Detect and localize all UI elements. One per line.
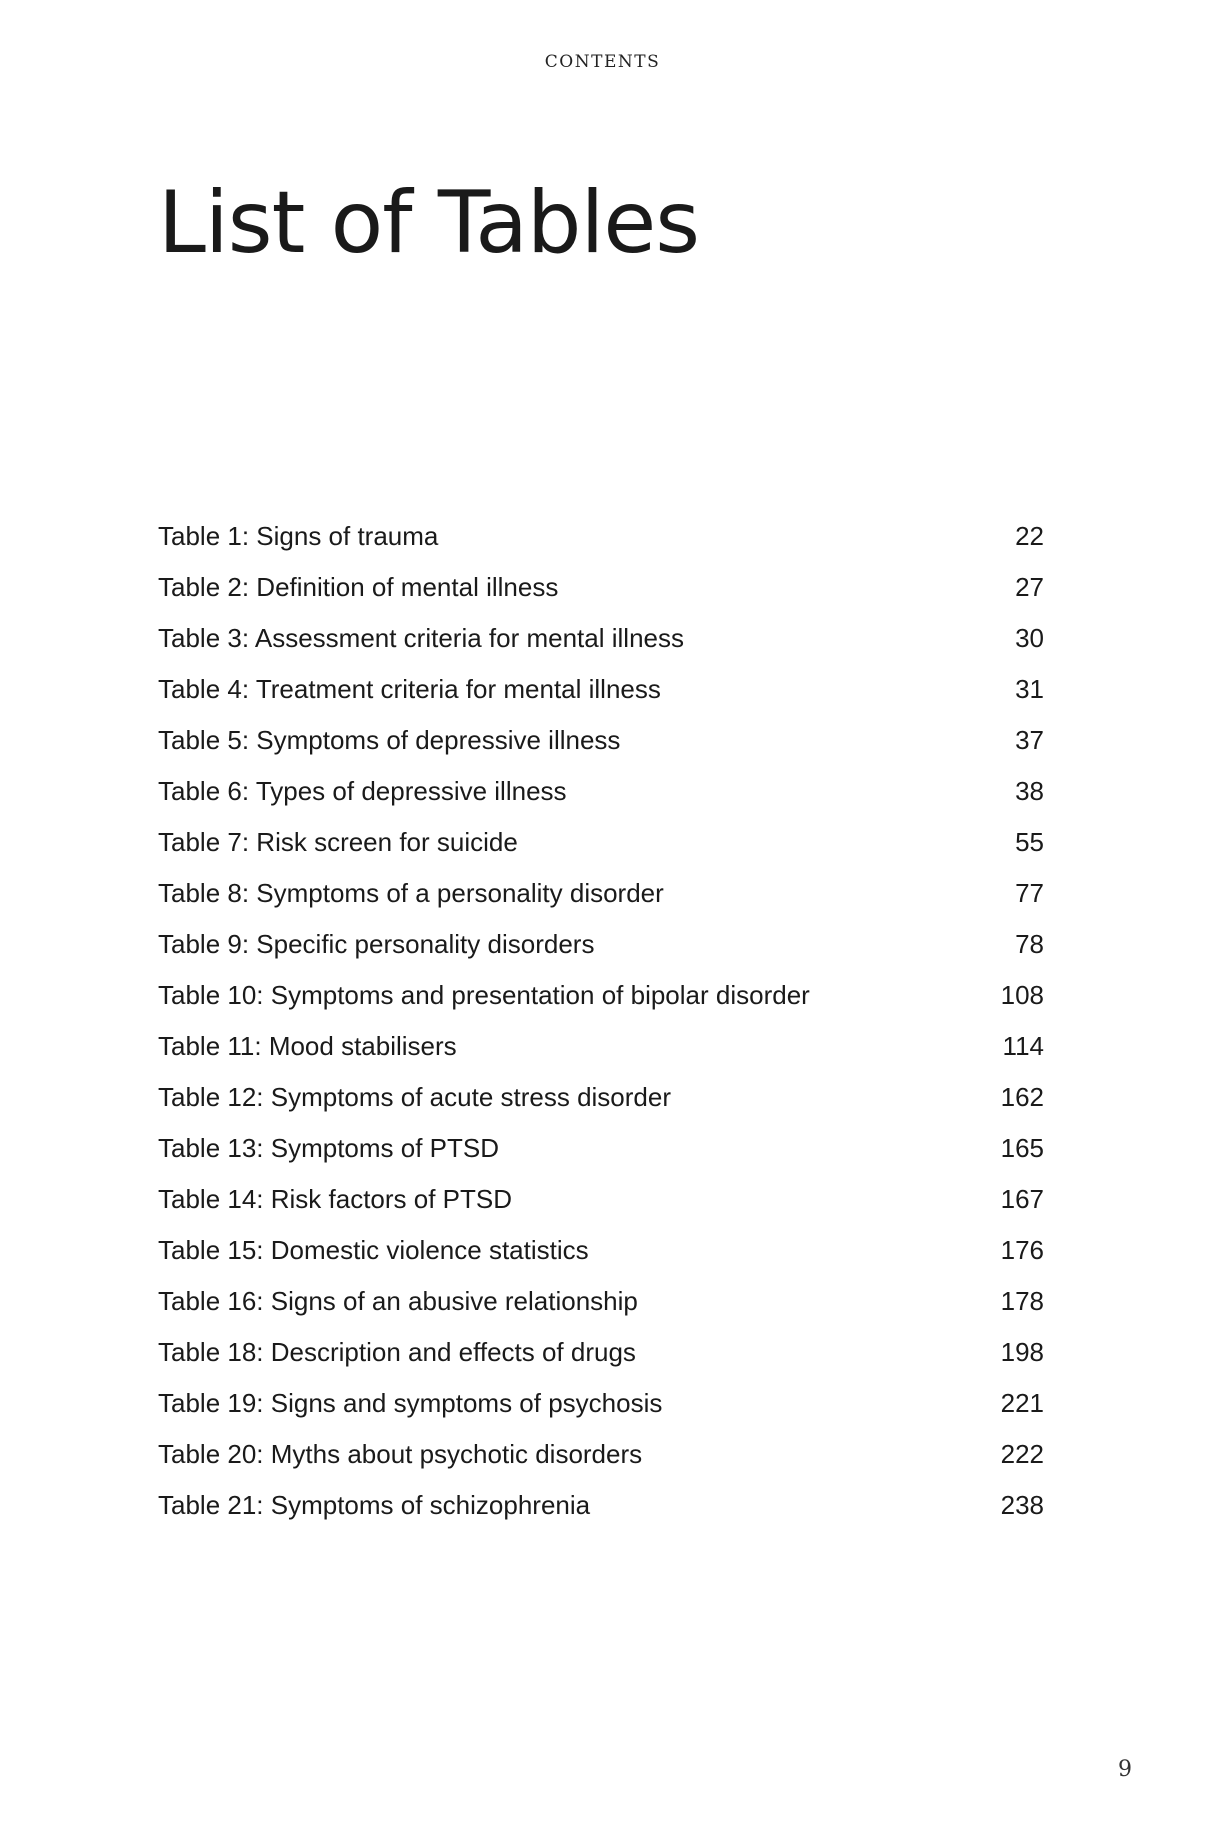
toc-entry-label: Table 2: Definition of mental illness [158, 572, 559, 602]
toc-entry-label: Table 15: Domestic violence statistics [158, 1235, 589, 1265]
toc-entry-page: 31 [1015, 674, 1044, 704]
toc-entry-page: 22 [1015, 521, 1044, 551]
toc-entry-page: 162 [1000, 1082, 1044, 1112]
toc-entry[interactable] [158, 664, 1044, 715]
toc-entry[interactable] [158, 1225, 1044, 1276]
toc-entry-page: 176 [1000, 1235, 1044, 1265]
toc-entry-label: Table 7: Risk screen for suicide [158, 827, 518, 857]
toc-entry-label: Table 10: Symptoms and presentation of bipolar disorder [158, 980, 810, 1010]
toc-entry-page: 178 [1000, 1286, 1044, 1316]
toc-entry-label: Table 21: Symptoms of schizophrenia [158, 1490, 591, 1520]
toc-entry[interactable] [158, 817, 1044, 868]
page-number: 9 [1118, 1757, 1132, 1782]
list-of-tables [158, 511, 1044, 1531]
toc-entry[interactable] [158, 562, 1044, 613]
toc-entry[interactable] [158, 1174, 1044, 1225]
toc-entry-page: 77 [1015, 878, 1044, 908]
page-title: List of Tables [158, 173, 700, 273]
toc-entry[interactable] [158, 766, 1044, 817]
toc-entry-label: Table 6: Types of depressive illness [158, 776, 567, 806]
toc-entry[interactable] [158, 1072, 1044, 1123]
toc-entry[interactable] [158, 511, 1044, 562]
toc-entry-label: Table 4: Treatment criteria for mental illness [158, 674, 661, 704]
toc-entry-label: Table 18: Description and effects of drugs [158, 1337, 636, 1367]
toc-entry[interactable] [158, 1123, 1044, 1174]
toc-entry[interactable] [158, 1480, 1044, 1531]
toc-entry-label: Table 9: Specific personality disorders [158, 929, 595, 959]
toc-entry-page: 198 [1000, 1337, 1044, 1367]
toc-entry[interactable] [158, 1327, 1044, 1378]
toc-entry-page: 27 [1015, 572, 1044, 602]
toc-entry-label: Table 1: Signs of trauma [158, 521, 439, 551]
toc-entry-label: Table 8: Symptoms of a personality disorder [158, 878, 664, 908]
toc-entry-page: 30 [1015, 623, 1044, 653]
toc-entry-page: 165 [1000, 1133, 1044, 1163]
toc-entry-label: Table 5: Symptoms of depressive illness [158, 725, 621, 755]
toc-entry[interactable] [158, 919, 1044, 970]
toc-entry-page: 108 [1000, 980, 1044, 1010]
toc-entry-label: Table 13: Symptoms of PTSD [158, 1133, 500, 1163]
toc-entry[interactable] [158, 1021, 1044, 1072]
toc-entry-label: Table 16: Signs of an abusive relationship [158, 1286, 638, 1316]
toc-entry[interactable] [158, 715, 1044, 766]
toc-entry[interactable] [158, 868, 1044, 919]
toc-entry-page: 221 [1000, 1388, 1044, 1418]
toc-entry[interactable] [158, 1429, 1044, 1480]
toc-entry-label: Table 20: Myths about psychotic disorders [158, 1439, 643, 1469]
toc-entry-page: 38 [1015, 776, 1044, 806]
toc-entry-label: Table 3: Assessment criteria for mental illness [158, 623, 684, 653]
toc-entry[interactable] [158, 613, 1044, 664]
toc-entry[interactable] [158, 1276, 1044, 1327]
toc-entry-label: Table 11: Mood stabilisers [158, 1031, 457, 1061]
toc-entry-label: Table 14: Risk factors of PTSD [158, 1184, 513, 1214]
toc-entry-label: Table 19: Signs and symptoms of psychosis [158, 1388, 663, 1418]
toc-entry[interactable] [158, 1378, 1044, 1429]
toc-entry-page: 167 [1000, 1184, 1044, 1214]
toc-entry-page: 222 [1000, 1439, 1044, 1469]
toc-entry-page: 238 [1000, 1490, 1044, 1520]
toc-entry[interactable] [158, 970, 1044, 1021]
running-head: CONTENTS [544, 52, 661, 72]
toc-entry-page: 114 [1002, 1031, 1044, 1061]
toc-entry-label: Table 12: Symptoms of acute stress disorder [158, 1082, 672, 1112]
toc-entry-page: 55 [1015, 827, 1044, 857]
toc-entry-page: 37 [1015, 725, 1044, 755]
toc-entry-page: 78 [1015, 929, 1044, 959]
